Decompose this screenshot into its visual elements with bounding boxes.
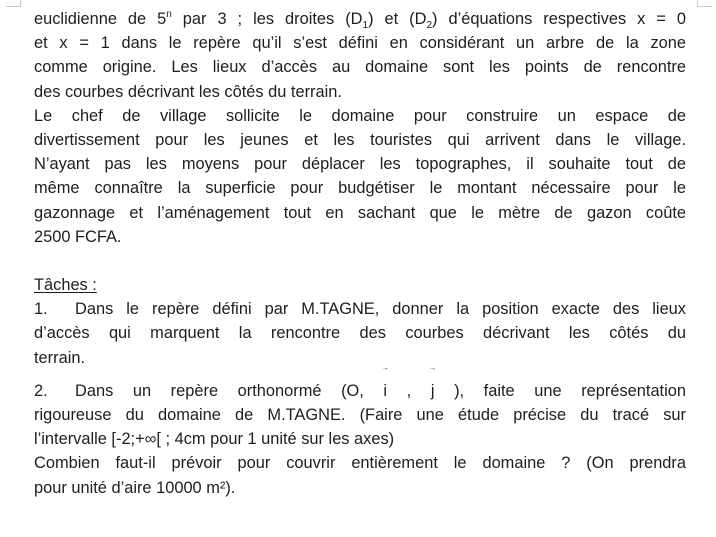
task-2-line-3: l’intervalle [-2;+∞[ ; 4cm pour 1 unité sur les axes) [34, 430, 395, 449]
chef-line-3: N’ayant pas les moyens pour déplacer les topographes, il souhaite tout de [34, 155, 686, 174]
taches-heading: Tâches : [34, 276, 97, 295]
chef-line-4: même connaître la superficie pour budgétiser le montant nécessaire pour le [34, 179, 686, 198]
task-2-line-2: rigoureuse du domaine de M.TAGNE. (Faire une étude précise du tracé sur [34, 406, 686, 425]
intro-line-1: euclidienne de 5$^n$ par 3 ; les droites $(D_1)$ et $(D_2)$ d’équations respectives x = 0 [34, 9, 686, 31]
task-1-line-3: terrain. [34, 348, 86, 367]
task-2-number: 2. [34, 381, 48, 400]
intro-line-4: des courbes décrivant les côtés du terrain. [34, 82, 342, 101]
task-2-line-1: 2. Dans un repère orthonormé (O, → i , → j ), faite une représentation [34, 379, 686, 403]
task-1-number: 1. [34, 300, 48, 319]
vector-j: → j [431, 379, 435, 403]
intro-line-3: comme origine. Les lieux d’accès au domaine sont les points de rencontre [34, 58, 686, 77]
chef-line-1: Le chef de village sollicite le domaine pour construire un espace de [34, 106, 686, 125]
task-1-line-2: d’accès qui marquent la rencontre des courbes décrivant les côtés du [34, 324, 686, 343]
chef-line-5: gazonnage et l’aménagement tout en sachant que le mètre de gazon coûte [34, 203, 686, 222]
chef-line-last: 2500 FCFA. [34, 227, 122, 246]
document-body [34, 7, 686, 500]
page-corner-mark-right [697, 0, 712, 7]
task-1-line-1: 1. Dans le repère défini par M.TAGNE, donner la position exacte des lieux [34, 297, 686, 321]
task-2-line-5: pour unité d’aire 10000 m²). [34, 478, 236, 497]
task-2-line-4: Combien faut-il prévoir pour couvrir entièrement le domaine ? (On prendra [34, 454, 686, 473]
intro-line-2: et x = 1 dans le repère qu’il s’est défini en considérant un arbre de la zone [34, 34, 686, 53]
chef-line-2: divertissement pour les jeunes et les touristes qui arrivent dans le village. [34, 131, 686, 150]
page-corner-mark-left [6, 0, 21, 7]
vector-i: → i [383, 379, 387, 403]
